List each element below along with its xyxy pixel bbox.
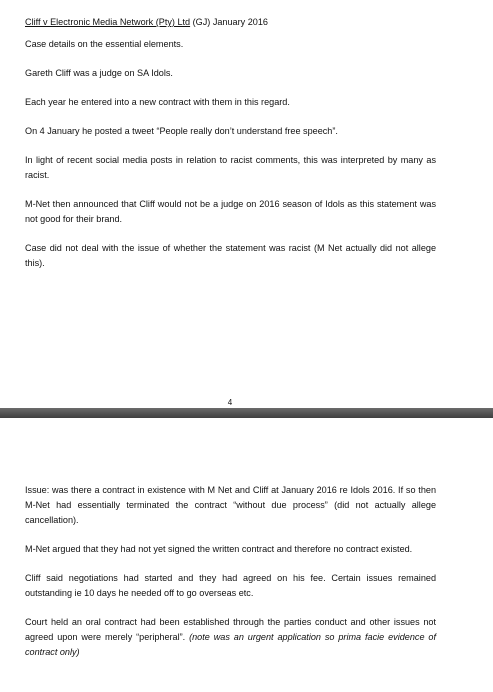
paragraph: M-Net then announced that Cliff would not be a judge on 2016 season of Idols as this statement was not good for their brand. [25, 199, 436, 224]
page-number: 4 [227, 398, 233, 407]
paragraph: Case details on the essential elements. [25, 39, 184, 49]
paragraph: On 4 January he posted a tweet “People really don’t understand free speech”. [25, 126, 338, 136]
document-page-bottom [0, 418, 493, 692]
court-held-note: (note was an urgent application so prima facie evidence of contract only) [25, 632, 436, 657]
paragraph: Issue: was there a contract in existence with M Net and Cliff at January 2016 re Idols 2016. If so then M-Net had essentially terminated the contract “without due process” (did not actually allege cancellation). [25, 485, 436, 525]
paragraph: Each year he entered into a new contract with them in this regard. [25, 97, 290, 107]
court-held-text: Court held an oral contract had been established through the parties conduct and other issues not agreed upon were merely “peripheral”. [25, 617, 436, 642]
paragraph: Gareth Cliff was a judge on SA Idols. [25, 68, 173, 78]
case-title-name: Cliff v Electronic Media Network (Pty) Ltd [25, 17, 191, 27]
page-bottom-text [25, 483, 436, 660]
paragraph: M-Net argued that they had not yet signed the written contract and therefore no contract existed. [25, 544, 413, 554]
page-break-divider [0, 408, 493, 418]
case-title-suffix: (GJ) January 2016 [190, 17, 268, 27]
paragraph: Case did not deal with the issue of whether the statement was racist (M Net actually did not allege this). [25, 243, 436, 268]
paragraph: Cliff said negotiations had started and they had agreed on his fee. Certain issues remained outstanding ie 10 days he needed off to go overseas etc. [25, 573, 436, 598]
paragraph: In light of recent social media posts in relation to racist comments, this was interpreted by many as racist. [25, 155, 436, 180]
paragraph-court-held [25, 615, 436, 660]
page-top-text [25, 15, 436, 271]
case-heading [25, 15, 436, 30]
